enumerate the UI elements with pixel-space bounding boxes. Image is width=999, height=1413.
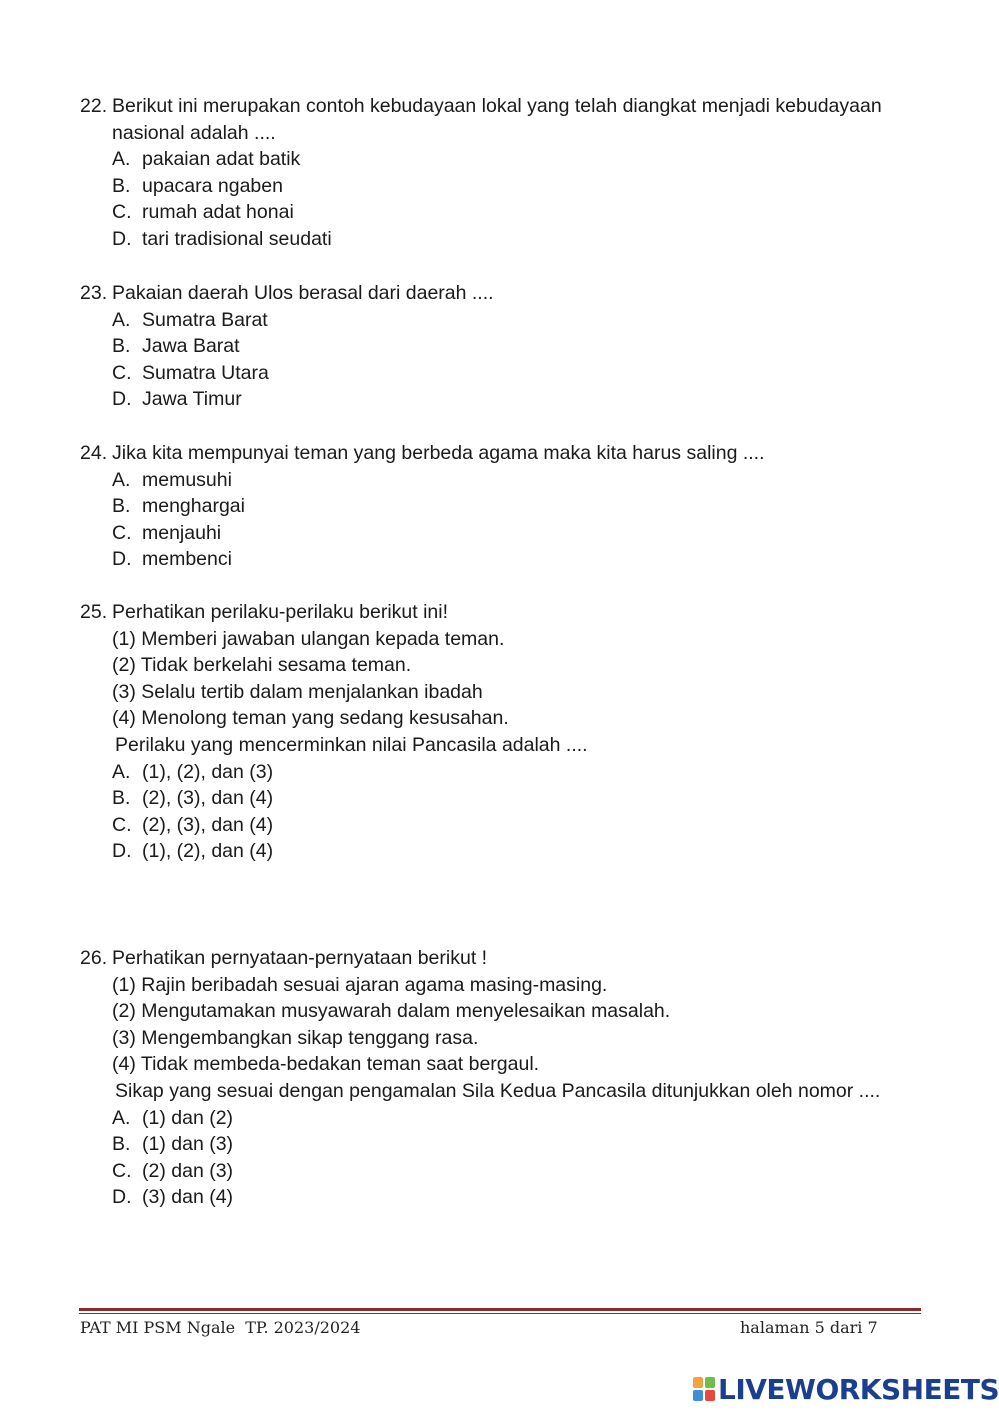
stem-line: Berikut ini merupakan contoh kebudayaan lokal yang telah diangkat menjadi kebudayaan (112, 95, 882, 117)
statement-4: (4) Menolong teman yang sedang kesusahan. (112, 707, 509, 730)
statement-2: (2) Tidak berkelahi sesama teman. (112, 654, 412, 677)
question-23 (80, 280, 930, 413)
stem-line: Jika kita mempunyai teman yang berbeda agama maka kita harus saling .... (112, 442, 765, 464)
question-26 (80, 945, 930, 1211)
question-number: 22. (80, 95, 108, 117)
statement-1: (1) Rajin beribadah sesuai ajaran agama masing-masing. (112, 973, 608, 996)
option-text: menjauhi (142, 521, 222, 544)
option-letter: C. (112, 1159, 132, 1182)
option-letter: B. (112, 335, 131, 358)
answer-option-b[interactable] (80, 173, 930, 200)
option-text: (2), (3), dan (4) (142, 787, 274, 810)
answer-option-a[interactable] (80, 307, 930, 334)
answer-option-b[interactable] (80, 333, 930, 360)
answer-option-d[interactable] (80, 386, 930, 413)
option-letter: D. (112, 548, 132, 571)
answer-option-c[interactable] (80, 360, 930, 387)
option-letter: C. (112, 361, 132, 384)
liveworksheets-logo[interactable] (693, 1372, 999, 1406)
stem-line: Perhatikan pernyataan-pernyataan berikut ! (112, 947, 488, 969)
option-text: tari tradisional seudati (142, 227, 332, 250)
stem-line: nasional adalah .... (112, 121, 276, 144)
option-letter: A. (112, 760, 131, 783)
answer-option-c[interactable] (80, 520, 930, 547)
question-22 (80, 93, 930, 253)
answer-option-a[interactable] (80, 759, 930, 786)
question-stem (80, 93, 930, 146)
option-letter: D. (112, 388, 132, 411)
question-prompt: Sikap yang sesuai dengan pengamalan Sila Kedua Pancasila ditunjukkan oleh nomor .... (115, 1079, 881, 1102)
question-stem (80, 945, 930, 972)
logo-tile (705, 1390, 715, 1401)
answer-option-b[interactable] (80, 1131, 930, 1158)
stem-line: Pakaian daerah Ulos berasal dari daerah .... (112, 282, 494, 304)
option-text: rumah adat honai (142, 201, 294, 224)
answer-option-a[interactable] (80, 146, 930, 173)
answer-option-d[interactable] (80, 838, 930, 865)
option-letter: A. (112, 468, 131, 491)
footer-divider (79, 1308, 921, 1311)
statement-2: (2) Mengutamakan musyawarah dalam menyelesaikan masalah. (112, 1000, 671, 1023)
logo-tile (705, 1377, 715, 1388)
option-letter: C. (112, 521, 132, 544)
question-prompt: Perilaku yang mencerminkan nilai Pancasila adalah .... (115, 733, 588, 756)
answer-option-b[interactable] (80, 493, 930, 520)
statement-3: (3) Mengembangkan sikap tenggang rasa. (112, 1026, 479, 1049)
option-text: (2) dan (3) (142, 1159, 234, 1182)
question-number: 26. (80, 947, 108, 969)
brand-name: LIVEWORKSHEETS (718, 1372, 999, 1406)
option-letter: A. (112, 148, 131, 171)
question-stem (80, 599, 930, 626)
option-letter: D. (112, 840, 132, 863)
option-letter: B. (112, 1133, 131, 1156)
option-letter: D. (112, 1186, 132, 1209)
statement-4: (4) Tidak membeda-bedakan teman saat bergaul. (112, 1053, 540, 1076)
answer-option-d[interactable] (80, 226, 930, 253)
option-letter: B. (112, 787, 131, 810)
option-text: memusuhi (142, 468, 232, 491)
statement-1: (1) Memberi jawaban ulangan kepada teman. (112, 627, 505, 650)
option-letter: A. (112, 1106, 131, 1129)
question-stem (80, 280, 930, 307)
option-text: Sumatra Utara (142, 361, 269, 384)
footer-exam-title: PAT MI PSM Ngale TP. 2023/2024 (80, 1318, 361, 1337)
option-letter: D. (112, 227, 132, 250)
option-text: Jawa Timur (142, 388, 242, 411)
option-text: (3) dan (4) (142, 1186, 234, 1209)
option-text: (1), (2), dan (3) (142, 760, 274, 783)
answer-option-a[interactable] (80, 467, 930, 494)
footer-divider-thin (79, 1313, 921, 1314)
answer-option-c[interactable] (80, 1158, 930, 1185)
stem-line: Perhatikan perilaku-perilaku berikut ini! (112, 601, 449, 623)
answer-option-a[interactable] (80, 1105, 930, 1132)
question-stem (80, 440, 930, 467)
option-letter: B. (112, 174, 131, 197)
option-letter: C. (112, 813, 132, 836)
option-text: menghargai (142, 495, 245, 518)
question-24 (80, 440, 930, 573)
option-letter: C. (112, 201, 132, 224)
option-text: (1), (2), dan (4) (142, 840, 274, 863)
footer-page-number: halaman 5 dari 7 (740, 1318, 878, 1337)
option-text: (2), (3), dan (4) (142, 813, 274, 836)
option-text: membenci (142, 548, 232, 571)
option-text: (1) dan (3) (142, 1133, 234, 1156)
option-text: upacara ngaben (142, 174, 283, 197)
question-number: 24. (80, 442, 108, 464)
question-number: 23. (80, 282, 108, 304)
answer-option-b[interactable] (80, 785, 930, 812)
statement-3: (3) Selalu tertib dalam menjalankan ibadah (112, 680, 483, 703)
option-text: Jawa Barat (142, 335, 240, 358)
logo-tile (693, 1377, 703, 1388)
answer-option-c[interactable] (80, 199, 930, 226)
answer-option-d[interactable] (80, 546, 930, 573)
answer-option-c[interactable] (80, 812, 930, 839)
question-number: 25. (80, 601, 108, 623)
liveworksheets-logo-icon (693, 1377, 715, 1401)
option-text: (1) dan (2) (142, 1106, 234, 1129)
logo-tile (693, 1390, 703, 1401)
option-text: pakaian adat batik (142, 148, 301, 171)
option-text: Sumatra Barat (142, 308, 268, 331)
question-25 (80, 599, 930, 865)
option-letter: B. (112, 495, 131, 518)
answer-option-d[interactable] (80, 1184, 930, 1211)
option-letter: A. (112, 308, 131, 331)
